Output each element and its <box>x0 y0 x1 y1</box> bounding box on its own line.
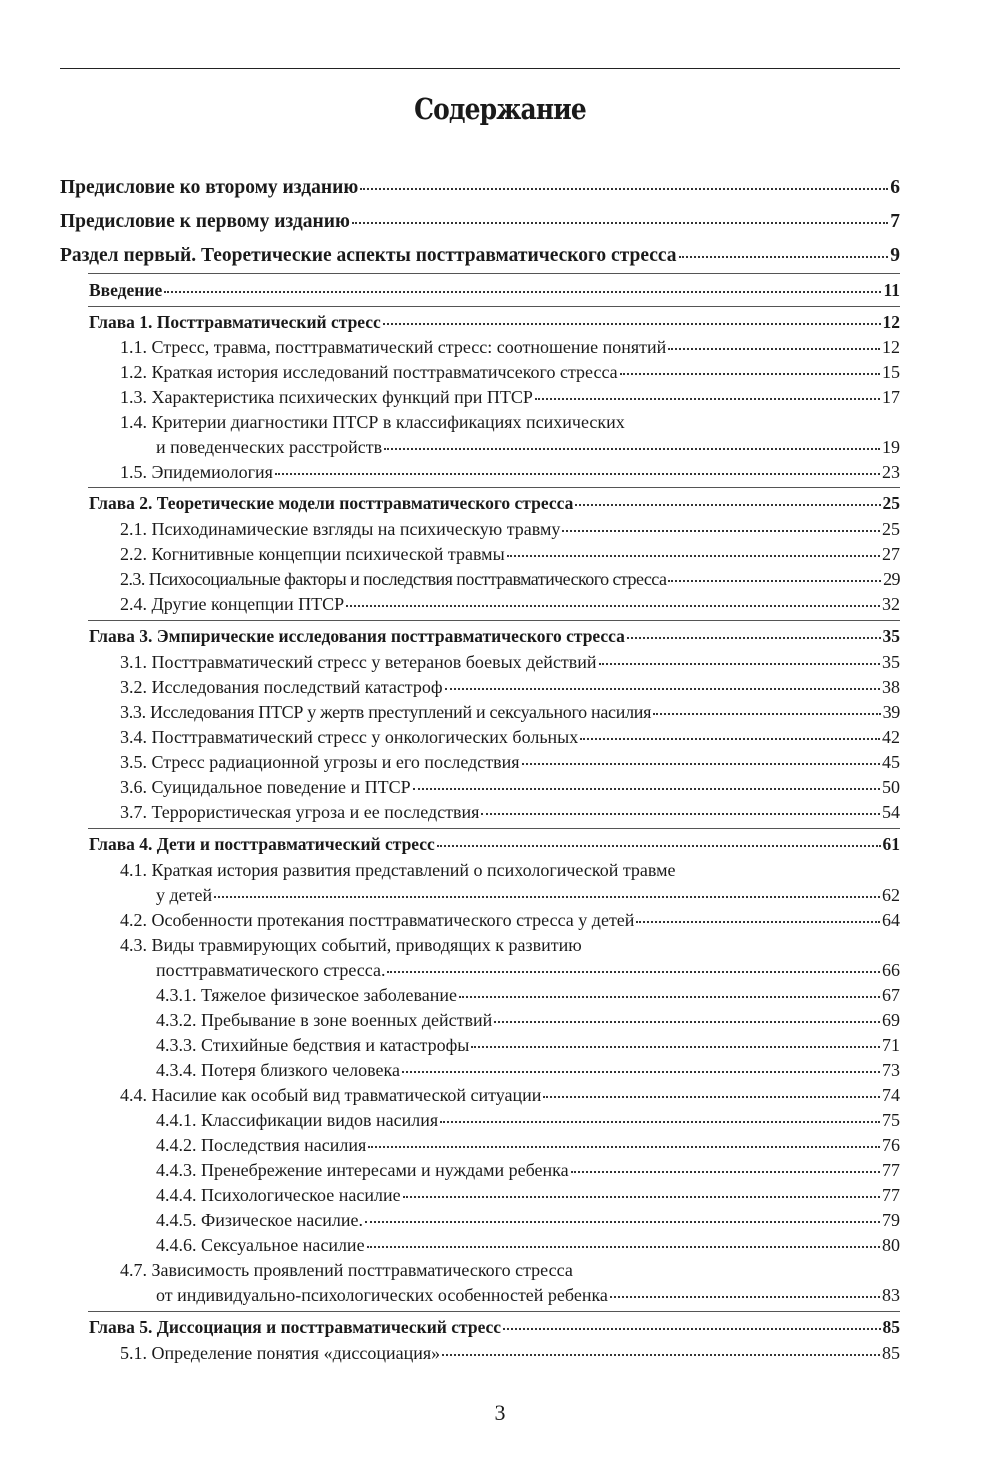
toc-entry-2-4[interactable]: 2.4. Другие концепции ПТСР 32 <box>120 594 900 614</box>
toc-entry-1-4[interactable]: и поведенческих расстройств 19 <box>156 437 900 457</box>
toc-entry-preface-second[interactable]: Предисловие ко второму изданию 6 <box>60 177 900 198</box>
toc-entry-1-2[interactable]: 1.2. Краткая история исследований посттравматичсекого стресса 15 <box>120 362 900 382</box>
toc-entry-2-1[interactable]: 2.1. Психодинамические взгляды на психическую травму 25 <box>120 519 900 539</box>
toc-entry-5-1[interactable]: 5.1. Определение понятия «диссоциация» 85 <box>120 1343 900 1363</box>
toc-entry-chapter-5[interactable]: Глава 5. Диссоциация и посттравматический стресс 85 <box>89 1317 900 1337</box>
toc-entry-4-1-first-line[interactable]: 4.1. Краткая история развития представлений о психологической травме <box>120 860 676 880</box>
toc-entry-1-3[interactable]: 1.3. Характеристика психических функций при ПТСР 17 <box>120 387 900 407</box>
toc-entry-4-4-1[interactable]: 4.4.1. Классификации видов насилия 75 <box>156 1110 900 1130</box>
separator <box>88 306 900 307</box>
toc-entry-4-3-first-line[interactable]: 4.3. Виды травмирующих событий, приводящих к развитию <box>120 935 582 955</box>
toc-entry-4-7[interactable]: от индивидуально-психологических особенностей ребенка 83 <box>156 1285 900 1305</box>
toc-entry-chapter-4[interactable]: Глава 4. Дети и посттравматический стресс 61 <box>89 834 900 854</box>
toc-entry-4-3-1[interactable]: 4.3.1. Тяжелое физическое заболевание 67 <box>156 985 900 1005</box>
separator <box>88 1311 900 1312</box>
toc-entry-4-4-5[interactable]: 4.4.5. Физическое насилие. 79 <box>156 1210 900 1230</box>
page-title: Содержание <box>414 92 586 126</box>
toc-entry-4-7-first-line[interactable]: 4.7. Зависимость проявлений посттравматического стресса <box>120 1260 573 1280</box>
toc-entry-1-5[interactable]: 1.5. Эпидемиология 23 <box>120 462 900 482</box>
toc-entry-3-3[interactable]: 3.3. Исследования ПТСР у жертв преступлений и сексуального насилия 39 <box>120 702 900 722</box>
page-number: 3 <box>494 1400 506 1425</box>
separator <box>88 487 900 488</box>
separator <box>88 620 900 621</box>
toc-entry-4-3-3[interactable]: 4.3.3. Стихийные бедствия и катастрофы 71 <box>156 1035 900 1055</box>
toc-entry-chapter-3[interactable]: Глава 3. Эмпирические исследования посттравматического стресса 35 <box>89 626 900 646</box>
separator <box>88 828 900 829</box>
toc-entry-4-4-3[interactable]: 4.4.3. Пренебрежение интересами и нуждами ребенка 77 <box>156 1160 900 1180</box>
toc-entry-3-6[interactable]: 3.6. Суицидальное поведение и ПТСР 50 <box>120 777 900 797</box>
toc-entry-4-2[interactable]: 4.2. Особенности протекания посттравматического стресса у детей 64 <box>120 910 900 930</box>
toc-entry-4-3[interactable]: посттравматического стресса. 66 <box>156 960 900 980</box>
toc-entry-2-2[interactable]: 2.2. Когнитивные концепции психической травмы 27 <box>120 544 900 564</box>
toc-entry-4-4-4[interactable]: 4.4.4. Психологическое насилие 77 <box>156 1185 900 1205</box>
toc-entry-4-4[interactable]: 4.4. Насилие как особый вид травматической ситуации 74 <box>120 1085 900 1105</box>
toc-entry-section-one[interactable]: Раздел первый. Теоретические аспекты посттравматического стресса 9 <box>60 245 900 266</box>
toc-entry-3-5[interactable]: 3.5. Стресс радиационной угрозы и его последствия 45 <box>120 752 900 772</box>
toc-entry-3-1[interactable]: 3.1. Посттравматический стресс у ветеранов боевых действий 35 <box>120 652 900 672</box>
separator <box>88 273 900 274</box>
toc-entry-4-4-6[interactable]: 4.4.6. Сексуальное насилие 80 <box>156 1235 900 1255</box>
toc-entry-chapter-2[interactable]: Глава 2. Теоретические модели посттравматического стресса 25 <box>89 493 900 513</box>
toc-entry-1-1[interactable]: 1.1. Стресс, травма, посттравматический стресс: соотношение понятий 12 <box>120 337 900 357</box>
toc-entry-4-4-2[interactable]: 4.4.2. Последствия насилия 76 <box>156 1135 900 1155</box>
toc-entry-3-2[interactable]: 3.2. Исследования последствий катастроф 38 <box>120 677 900 697</box>
toc-entry-4-3-4[interactable]: 4.3.4. Потеря близкого человека 73 <box>156 1060 900 1080</box>
toc-entry-3-4[interactable]: 3.4. Посттравматический стресс у онкологических больных 42 <box>120 727 900 747</box>
toc-entry-chapter-1[interactable]: Глава 1. Посттравматический стресс 12 <box>89 312 900 332</box>
toc-entry-1-4-first-line[interactable]: 1.4. Критерии диагностики ПТСР в классификациях психических <box>120 412 625 432</box>
toc-entry-introduction[interactable]: Введение 11 <box>89 280 900 300</box>
toc-entry-3-7[interactable]: 3.7. Террористическая угроза и ее последствия 54 <box>120 802 900 822</box>
toc-entry-4-3-2[interactable]: 4.3.2. Пребывание в зоне военных действий 69 <box>156 1010 900 1030</box>
toc-entry-preface-first[interactable]: Предисловие к первому изданию 7 <box>60 211 900 232</box>
toc-entry-2-3[interactable]: 2.3. Психосоциальные факторы и последствия посттравматического стресса 29 <box>120 569 900 589</box>
toc-entry-4-1[interactable]: у детей 62 <box>156 885 900 905</box>
